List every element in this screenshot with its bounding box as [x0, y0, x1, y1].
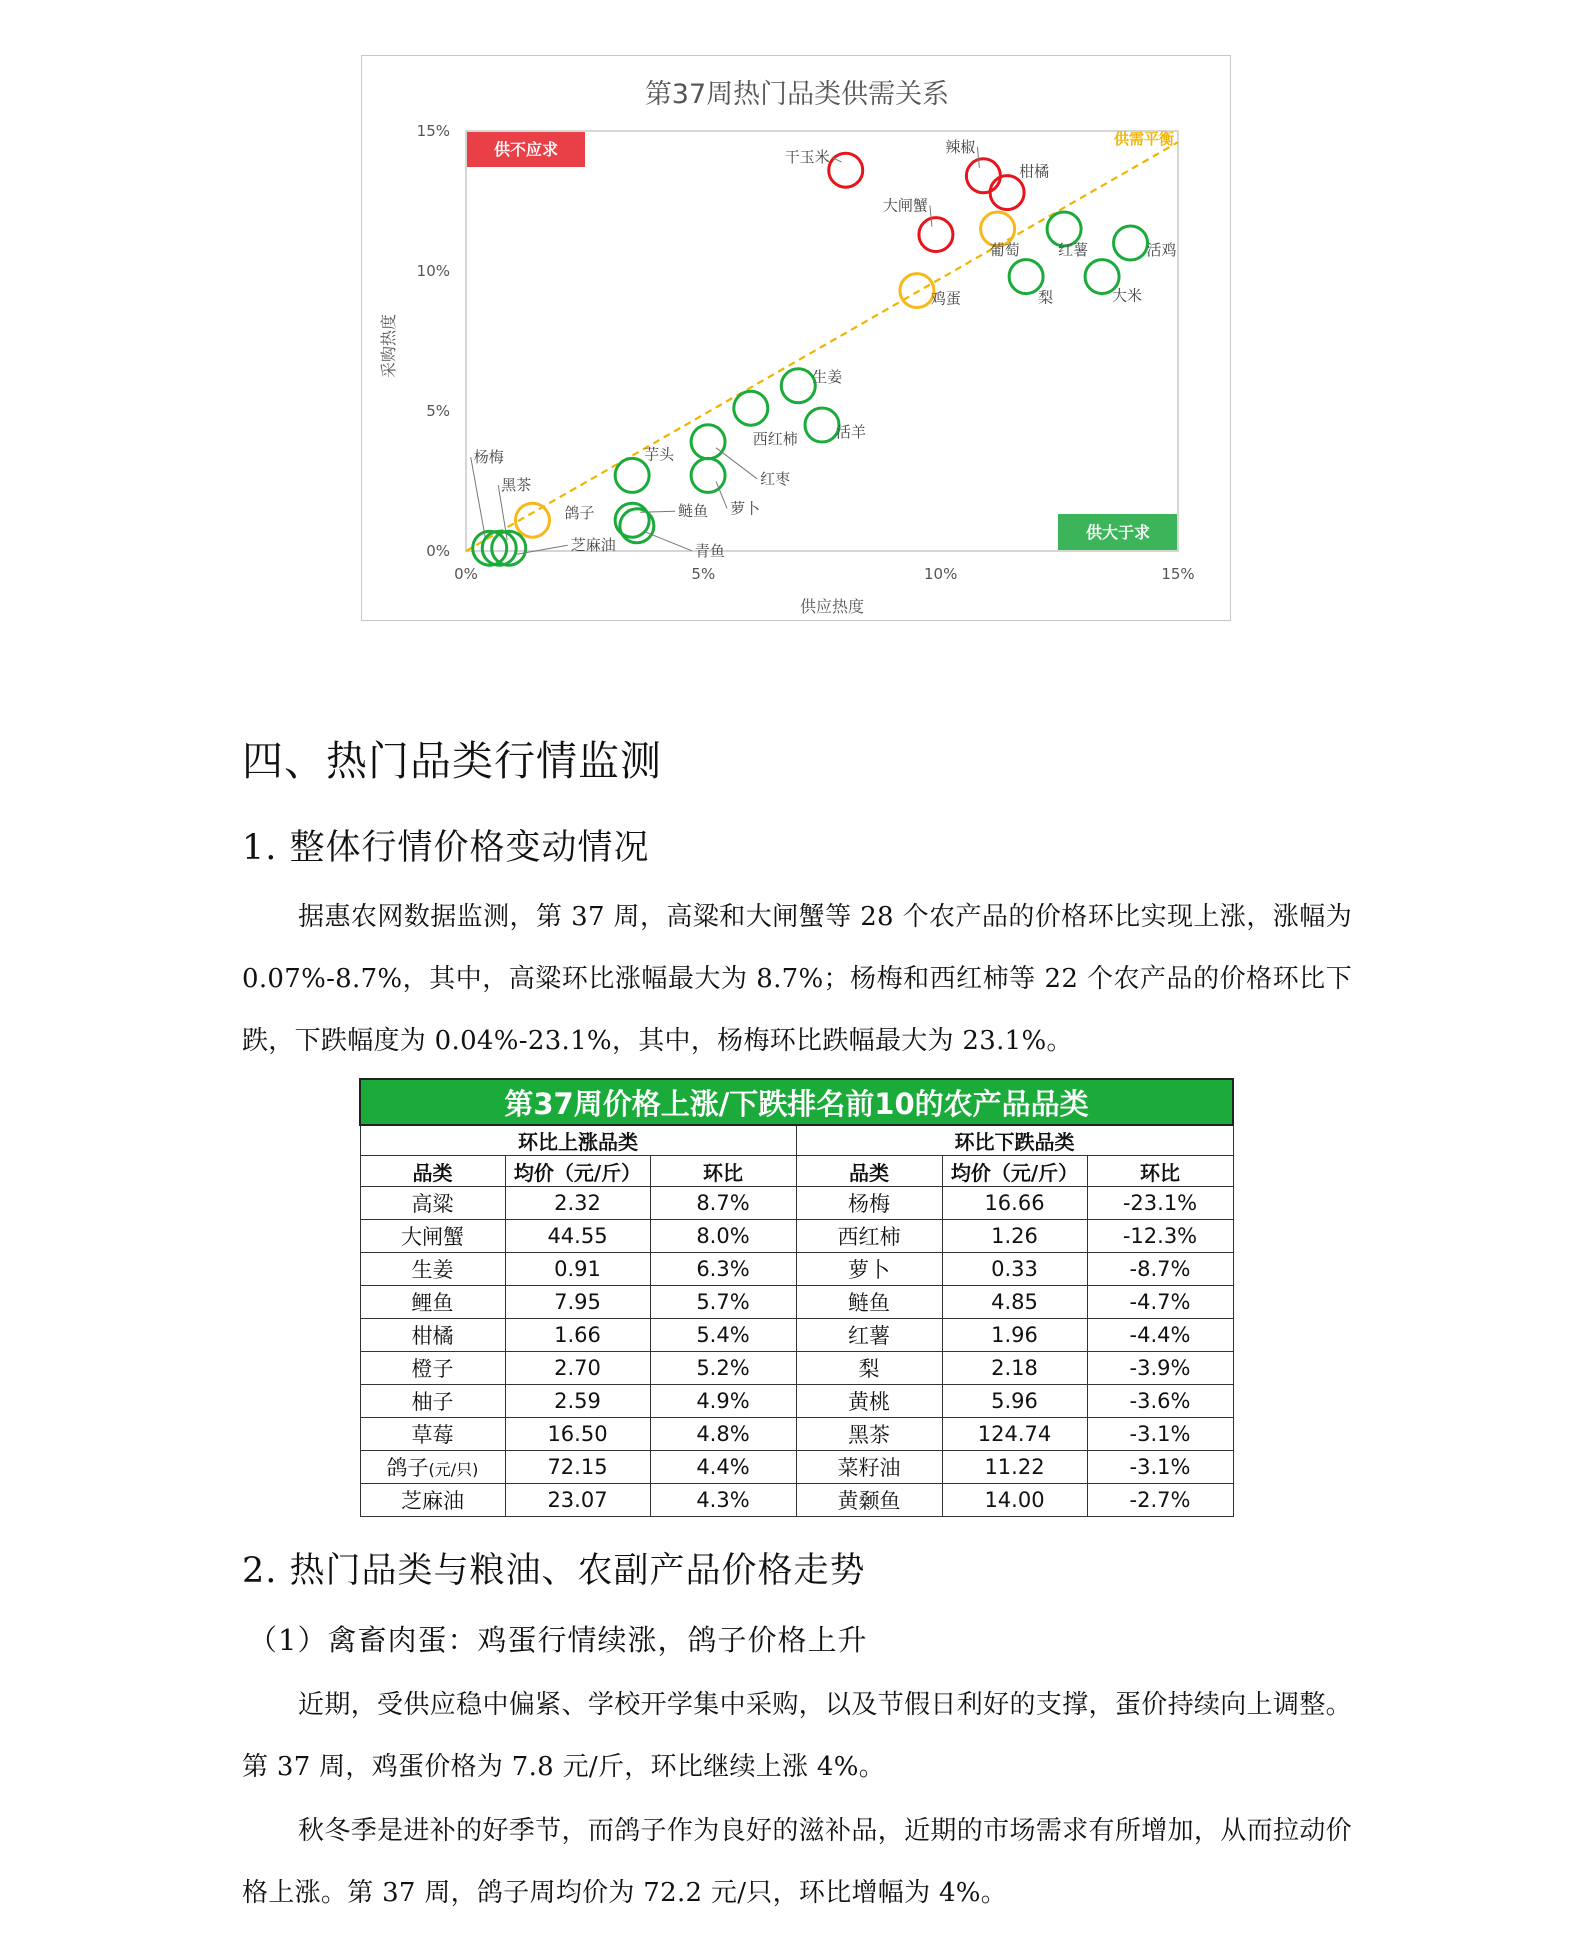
- cell-down-name: [796, 1319, 942, 1352]
- data-point: [781, 369, 815, 403]
- x-tick-label: 15%: [1161, 565, 1195, 583]
- cell-text: 萝卜: [848, 1258, 890, 1282]
- cell-up-price: [505, 1352, 650, 1385]
- cell-text: 4.85: [991, 1290, 1038, 1314]
- cell-text: 芝麻油: [401, 1489, 464, 1513]
- data-point-label: 鸡蛋: [930, 289, 961, 308]
- cell-text: 大闸蟹: [401, 1225, 464, 1249]
- cell-down-name: [796, 1385, 942, 1418]
- chart-title: 第37周热门品类供需关系: [644, 79, 950, 110]
- table-row: [360, 1385, 1233, 1418]
- data-point-label: 芝麻油: [570, 536, 616, 555]
- shortage-tag-label: 供不应求: [493, 140, 559, 159]
- cell-up-price: [505, 1451, 650, 1484]
- cell-text: 4.8%: [696, 1422, 750, 1446]
- y-axis-label: 采购热度: [379, 313, 398, 379]
- cell-down-name: [796, 1418, 942, 1451]
- cell-text: -3.9%: [1129, 1356, 1191, 1380]
- cell-text: 44.55: [547, 1224, 608, 1248]
- data-point-label: 鸽子: [564, 504, 595, 523]
- table-row: [360, 1451, 1233, 1484]
- cell-down-change: [1087, 1220, 1233, 1253]
- cell-text: 0.91: [554, 1257, 601, 1281]
- subsection-heading-2: 2. 热门品类与粮油、农副产品价格走势: [242, 1551, 866, 1591]
- cell-text: 西红柿: [837, 1225, 901, 1249]
- table-row: [360, 1286, 1233, 1319]
- cell-text: -2.7%: [1129, 1488, 1191, 1512]
- data-point: [492, 531, 526, 565]
- data-point-label: 辣椒: [945, 137, 976, 156]
- cell-text: 2.59: [554, 1389, 601, 1413]
- cell-up-change: [650, 1451, 796, 1484]
- cell-up-name: [360, 1385, 505, 1418]
- cell-down-name: [796, 1220, 942, 1253]
- data-point-label: 杨梅: [473, 448, 504, 467]
- data-point-label: 柑橘: [1019, 162, 1050, 181]
- data-point: [615, 458, 649, 492]
- table-row: [360, 1352, 1233, 1385]
- data-point-label: 红薯: [1058, 241, 1089, 259]
- cell-text: 11.22: [984, 1455, 1045, 1479]
- cell-text: 1.96: [991, 1323, 1038, 1347]
- cell-text: -3.1%: [1129, 1455, 1191, 1479]
- cell-down-change: [1087, 1319, 1233, 1352]
- cell-text: 高粱: [411, 1192, 454, 1216]
- cell-text: 14.00: [984, 1488, 1045, 1512]
- table-row: [360, 1484, 1233, 1517]
- cell-text: 5.7%: [696, 1290, 750, 1314]
- data-point-label: 鲢鱼: [678, 502, 709, 521]
- plot-area: [466, 131, 1178, 551]
- cell-text: 鲤鱼: [411, 1291, 454, 1315]
- down-group-header: 环比下跌品类: [796, 1125, 1233, 1156]
- cell-up-change: [650, 1187, 796, 1220]
- data-point: [482, 531, 516, 565]
- cell-down-price: [942, 1253, 1087, 1286]
- data-point-label: 生姜: [812, 367, 843, 386]
- col-price-up: 均价（元/斤）: [505, 1156, 650, 1187]
- section-heading: 四、热门品类行情监测: [242, 737, 662, 785]
- data-point: [990, 176, 1024, 210]
- table-title: 第37周价格上涨/下跌排名前10的农产品品类: [360, 1079, 1233, 1125]
- cell-text: 梨: [858, 1357, 880, 1381]
- price-ranking-table: [359, 1078, 1234, 1517]
- cell-up-name: [360, 1220, 505, 1253]
- cell-down-price: [942, 1418, 1087, 1451]
- leader-line: [716, 448, 757, 479]
- cell-text: -12.3%: [1122, 1224, 1198, 1248]
- cell-up-change: [650, 1418, 796, 1451]
- cell-text: 0.33: [991, 1257, 1038, 1281]
- data-point-label: 葡萄: [989, 241, 1020, 259]
- data-point-label: 萝卜: [730, 499, 761, 518]
- cell-text: -3.6%: [1129, 1389, 1191, 1413]
- cell-up-change: [650, 1220, 796, 1253]
- col-name-down: 品类: [796, 1156, 942, 1187]
- cell-text: 红薯: [848, 1324, 890, 1348]
- cell-text: 4.4%: [696, 1455, 750, 1479]
- cell-down-change: [1087, 1187, 1233, 1220]
- cell-text: 5.2%: [696, 1356, 750, 1380]
- cell-text: 柑橘: [411, 1324, 454, 1348]
- cell-up-name: [360, 1319, 505, 1352]
- cell-up-name: [360, 1418, 505, 1451]
- x-tick-label: 0%: [454, 565, 478, 583]
- cell-text: 黄桃: [848, 1390, 890, 1414]
- cell-text: 柚子: [411, 1390, 454, 1414]
- data-point-label: 梨: [1038, 288, 1054, 307]
- cell-text: 1.26: [991, 1224, 1038, 1248]
- x-tick-label: 5%: [691, 565, 716, 583]
- cell-down-price: [942, 1451, 1087, 1484]
- cell-up-name: [360, 1484, 505, 1517]
- cell-text: 草莓: [411, 1423, 454, 1447]
- cell-down-change: [1087, 1451, 1233, 1484]
- cell-up-change: [650, 1286, 796, 1319]
- cell-down-price: [942, 1319, 1087, 1352]
- cell-down-price: [942, 1220, 1087, 1253]
- data-point: [805, 408, 839, 442]
- cell-text: 16.50: [547, 1422, 608, 1446]
- cell-down-name: [796, 1187, 942, 1220]
- data-point-label: 红枣: [760, 469, 791, 488]
- cell-text: -8.7%: [1129, 1257, 1191, 1281]
- data-point-label: 西红柿: [752, 430, 798, 449]
- cell-down-price: [942, 1187, 1087, 1220]
- surplus-tag-label: 供大于求: [1085, 523, 1151, 542]
- paragraph-overall: 据惠农网数据监测，第 37 周，高粱和大闸蟹等 28 个农产品的价格环比实现上涨，涨幅为 0.07%-8.7%，其中，高粱环比涨幅最大为 8.7%；杨梅和西红柿等 22 个农产品的价格环比下跌，下跌幅度为 0.04%-23.1%，其中，杨梅环比跌幅最大为 23.1%。: [242, 902, 1352, 1056]
- cell-up-price: [505, 1286, 650, 1319]
- cell-down-name: [796, 1286, 942, 1319]
- cell-down-change: [1087, 1418, 1233, 1451]
- cell-down-name: [796, 1484, 942, 1517]
- cell-down-price: [942, 1352, 1087, 1385]
- cell-down-name: [796, 1451, 942, 1484]
- cell-text: 72.15: [547, 1455, 608, 1479]
- unit-note: (元/只): [428, 1460, 479, 1479]
- cell-down-price: [942, 1286, 1087, 1319]
- cell-text: 4.3%: [696, 1488, 750, 1512]
- col-change-up: 环比: [650, 1156, 796, 1187]
- cell-text: 124.74: [977, 1422, 1052, 1446]
- cell-down-change: [1087, 1385, 1233, 1418]
- cell-text: 2.70: [554, 1356, 601, 1380]
- cell-text: 16.66: [984, 1191, 1045, 1215]
- cell-text: -4.4%: [1129, 1323, 1191, 1347]
- y-tick-label: 5%: [426, 402, 450, 420]
- table-row: [360, 1220, 1233, 1253]
- data-point: [691, 458, 725, 492]
- cell-down-price: [942, 1385, 1087, 1418]
- cell-up-price: [505, 1253, 650, 1286]
- data-point-label: 活鸡: [1146, 241, 1177, 259]
- cell-text: 6.3%: [696, 1257, 750, 1281]
- cell-text: 橙子: [411, 1357, 454, 1381]
- cell-up-change: [650, 1319, 796, 1352]
- cell-text: 黑茶: [848, 1423, 890, 1447]
- data-point: [900, 274, 934, 308]
- table-row: [360, 1319, 1233, 1352]
- cell-down-change: [1087, 1253, 1233, 1286]
- cell-text: 8.0%: [696, 1224, 750, 1248]
- cell-text: 菜籽油: [837, 1456, 901, 1480]
- cell-text: 黄颡鱼: [837, 1489, 901, 1513]
- data-point-label: 活羊: [836, 423, 867, 441]
- y-tick-label: 10%: [416, 262, 450, 280]
- data-point: [966, 159, 1000, 193]
- cell-text: -4.7%: [1129, 1290, 1191, 1314]
- x-tick-label: 10%: [923, 565, 958, 583]
- balance-line-label: 供需平衡: [1113, 130, 1174, 149]
- y-tick-label: 0%: [426, 542, 450, 560]
- col-change-down: 环比: [1087, 1156, 1233, 1187]
- x-axis-label: 供应热度: [799, 597, 865, 616]
- data-point: [691, 425, 725, 459]
- cell-up-name: [360, 1451, 505, 1484]
- data-point-label: 大米: [1112, 286, 1143, 305]
- cell-text: 4.9%: [696, 1389, 750, 1413]
- cell-down-change: [1087, 1352, 1233, 1385]
- cell-text: 23.07: [547, 1488, 608, 1512]
- table-row: [360, 1418, 1233, 1451]
- cell-up-change: [650, 1385, 796, 1418]
- data-point-label: 黑茶: [501, 476, 532, 495]
- balance-line: [466, 142, 1178, 551]
- cell-text: 鸽子: [386, 1456, 429, 1480]
- paragraph-eggs: 近期，受供应稳中偏紧、学校开学集中采购，以及节假日利好的支撑，蛋价持续向上调整。第 37 周，鸡蛋价格为 7.8 元/斤，环比继续上涨 4%。: [242, 1690, 1352, 1782]
- leader-line: [645, 532, 692, 551]
- cell-up-price: [505, 1418, 650, 1451]
- leader-line: [930, 206, 932, 227]
- data-point-label: 大闸蟹: [882, 196, 928, 215]
- y-tick-label: 15%: [416, 122, 450, 140]
- cell-text: 2.32: [554, 1191, 601, 1215]
- cell-up-name: [360, 1253, 505, 1286]
- col-name-up: 品类: [360, 1156, 505, 1187]
- cell-text: -3.1%: [1129, 1422, 1191, 1446]
- cell-text: 杨梅: [848, 1192, 890, 1216]
- data-point-label: 青鱼: [694, 541, 725, 560]
- up-group-header: 环比上涨品类: [360, 1125, 796, 1156]
- cell-text: 1.66: [554, 1323, 601, 1347]
- data-point: [734, 391, 768, 425]
- subsection-heading-2-1: （1）禽畜肉蛋：鸡蛋行情续涨，鸽子价格上升: [248, 1623, 868, 1657]
- col-price-down: 均价（元/斤）: [942, 1156, 1087, 1187]
- cell-up-change: [650, 1253, 796, 1286]
- data-point: [1114, 226, 1148, 260]
- cell-up-price: [505, 1319, 650, 1352]
- cell-down-price: [942, 1484, 1087, 1517]
- data-point: [919, 218, 953, 252]
- cell-text: -23.1%: [1122, 1191, 1198, 1215]
- cell-up-change: [650, 1484, 796, 1517]
- cell-up-price: [505, 1385, 650, 1418]
- cell-text: 8.7%: [696, 1191, 750, 1215]
- cell-down-name: [796, 1352, 942, 1385]
- leader-line: [977, 147, 979, 168]
- chart-canvas: [362, 56, 1232, 622]
- data-point-label: 芋头: [644, 445, 675, 464]
- cell-text: 2.18: [991, 1356, 1038, 1380]
- cell-up-price: [505, 1187, 650, 1220]
- cell-up-price: [505, 1484, 650, 1517]
- cell-up-change: [650, 1352, 796, 1385]
- table-row: [360, 1187, 1233, 1220]
- cell-text: 鲢鱼: [848, 1291, 890, 1315]
- cell-text: 生姜: [411, 1258, 454, 1282]
- supply-demand-chart: [361, 55, 1231, 621]
- subsection-heading-1: 1. 整体行情价格变动情况: [242, 828, 650, 868]
- cell-down-change: [1087, 1286, 1233, 1319]
- leader-line: [471, 457, 486, 540]
- cell-text: 5.4%: [696, 1323, 750, 1347]
- cell-up-name: [360, 1187, 505, 1220]
- cell-up-name: [360, 1352, 505, 1385]
- cell-down-change: [1087, 1484, 1233, 1517]
- data-point-label: 干玉米: [784, 148, 830, 167]
- cell-text: 5.96: [991, 1389, 1038, 1413]
- cell-up-name: [360, 1286, 505, 1319]
- table-row: [360, 1253, 1233, 1286]
- paragraph-pigeon: 秋冬季是进补的好季节，而鸽子作为良好的滋补品，近期的市场需求有所增加，从而拉动价格上涨。第 37 周，鸽子周均价为 72.2 元/只，环比增幅为 4%。: [242, 1816, 1352, 1908]
- cell-up-price: [505, 1220, 650, 1253]
- cell-down-name: [796, 1253, 942, 1286]
- cell-text: 7.95: [554, 1290, 601, 1314]
